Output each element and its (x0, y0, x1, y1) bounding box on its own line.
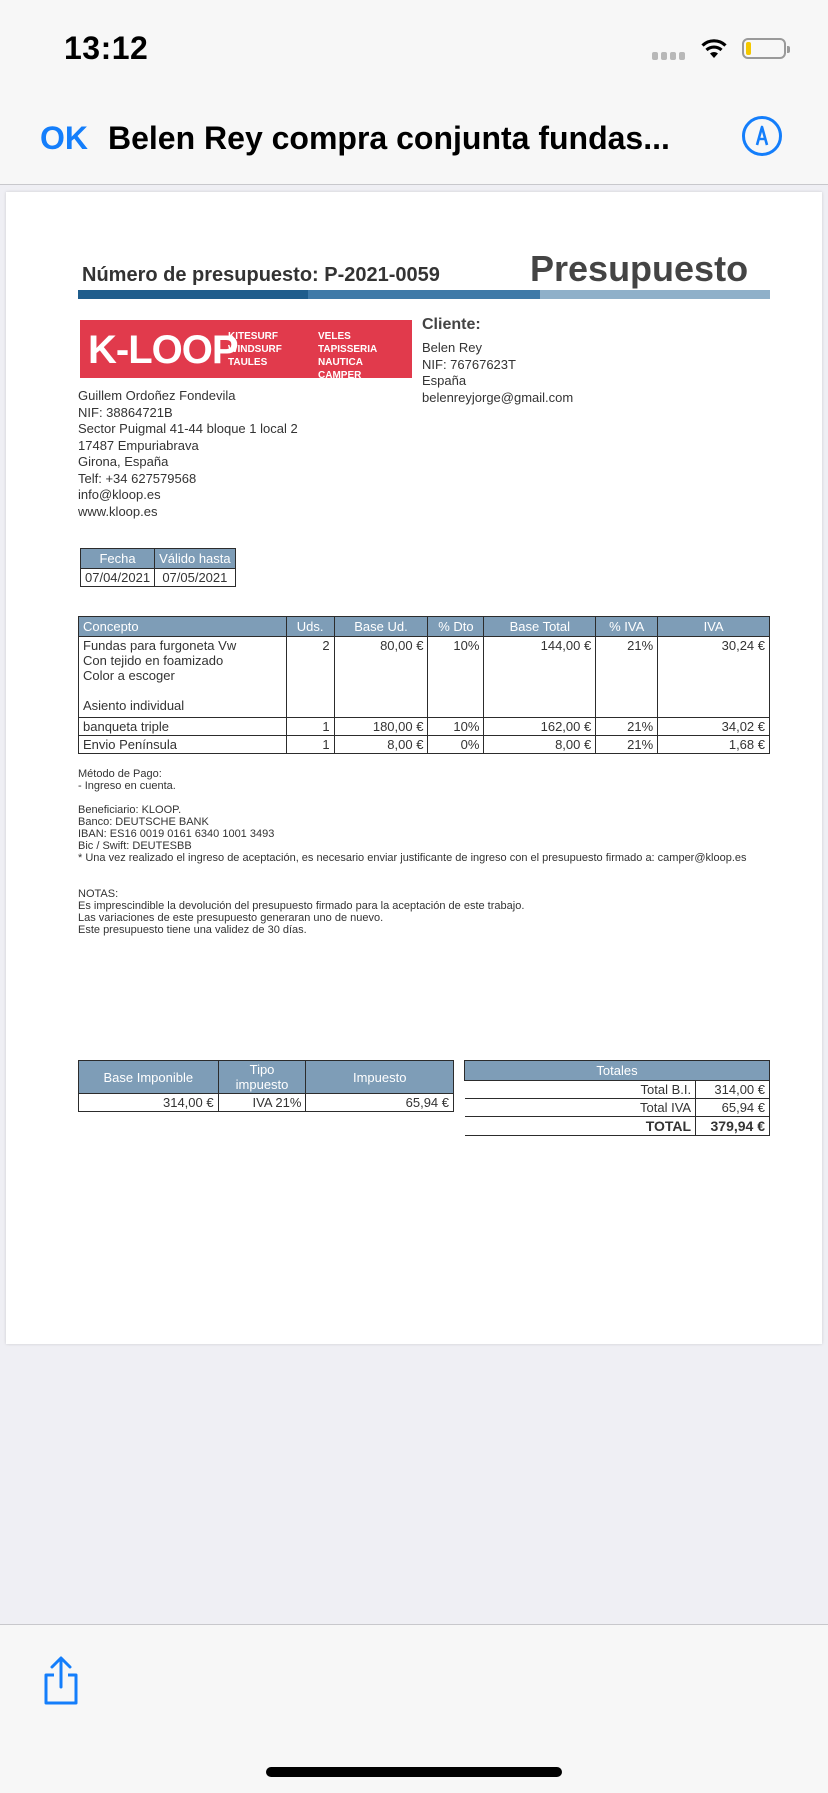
payment-notes: Método de Pago: - Ingreso en cuenta. Beneficiario: KLOOP. Banco: DEUTSCHE BANK IBAN: ES16 0019 0161 6340 1001 3493 Bic / Swift: DEUTESBB * Una vez realizado el ingreso de aceptación, es necesario enviar justificante de ingreso con el presupuesto firmado a: camper@kloop.es NOTAS: Es imprescindible la devolución del presupuesto firmado para la aceptación de este trabajo. Las variaciones de este presupuesto generaran uno de nuevo. Este presupuesto tiene una validez de 30 días. (78, 768, 747, 936)
total-label: Total IVA (465, 1099, 696, 1117)
item-base-total: 144,00 € (484, 637, 596, 718)
table-cell: 07/04/2021 (81, 569, 155, 587)
table-header: % IVA (596, 617, 658, 637)
table-header: Uds. (286, 617, 334, 637)
table-header: IVA (658, 617, 770, 637)
issuer-details: Guillem Ordoñez Fondevila NIF: 38864721B Sector Puigmal 41-44 bloque 1 local 2 17487 Empuriabrava Girona, España Telf: +34 627579568 info@kloop.es www.kloop.es (78, 388, 298, 519)
bottom-toolbar (0, 1624, 828, 1793)
table-cell: IVA 21% (218, 1094, 306, 1112)
document-page (6, 192, 822, 1344)
item-concept: Fundas para furgoneta Vw Con tejido en foamizado Color a escoger Asiento individual (79, 637, 287, 718)
status-time: 13:12 (64, 30, 149, 66)
header-band (78, 290, 308, 299)
total-value: 314,00 € (696, 1081, 770, 1099)
item-base-total: 8,00 € (484, 736, 596, 754)
table-header: Base Ud. (334, 617, 428, 637)
item-unit-price: 8,00 € (334, 736, 428, 754)
battery-icon (742, 38, 786, 59)
table-cell: 07/05/2021 (155, 569, 236, 587)
table-header: Concepto (79, 617, 287, 637)
table-row (79, 637, 770, 718)
table-cell: 65,94 € (306, 1094, 454, 1112)
item-unit-price: 80,00 € (334, 637, 428, 718)
client-heading: Cliente: (422, 316, 481, 333)
table-row (465, 1117, 770, 1136)
item-units: 2 (286, 637, 334, 718)
item-discount: 0% (428, 736, 484, 754)
table-header: % Dto (428, 617, 484, 637)
document-title: Belen Rey compra conjunta fundas... (108, 120, 670, 156)
table-row (79, 736, 770, 754)
item-base-total: 162,00 € (484, 718, 596, 736)
cellular-signal-icon (652, 52, 685, 60)
total-label: Total B.I. (465, 1081, 696, 1099)
share-icon[interactable] (40, 1655, 82, 1707)
home-indicator[interactable] (266, 1767, 562, 1777)
totals-table (464, 1060, 770, 1136)
table-header: Fecha (81, 549, 155, 569)
item-units: 1 (286, 718, 334, 736)
item-vat: 1,68 € (658, 736, 770, 754)
wifi-icon (700, 38, 728, 60)
ok-button[interactable]: OK (40, 120, 88, 156)
logo-column-1: KITESURF WINDSURF TAULES (228, 331, 282, 368)
item-vat: 34,02 € (658, 718, 770, 736)
table-row (465, 1081, 770, 1099)
grand-total-value: 379,94 € (696, 1117, 770, 1136)
budget-number: Número de presupuesto: P-2021-0059 (82, 264, 440, 286)
table-row (465, 1099, 770, 1117)
table-header: Base Total (484, 617, 596, 637)
item-discount: 10% (428, 718, 484, 736)
logo-brand: K-LOOP (88, 328, 238, 372)
document-heading: Presupuesto (530, 248, 749, 289)
dates-table (80, 548, 236, 587)
tax-table (78, 1060, 454, 1112)
grand-total-label: TOTAL (465, 1117, 696, 1136)
table-header: Impuesto (306, 1061, 454, 1094)
item-concept: banqueta triple (79, 718, 287, 736)
item-vat: 30,24 € (658, 637, 770, 718)
status-bar (0, 0, 828, 96)
navigation-bar (0, 96, 828, 185)
logo-column-2: VELES TAPISSERIA NAUTICA CAMPER (318, 331, 377, 381)
item-vat-pct: 21% (596, 718, 658, 736)
table-row (79, 718, 770, 736)
header-band (308, 290, 540, 299)
header-band (540, 290, 770, 299)
item-units: 1 (286, 736, 334, 754)
table-header: Tipo impuesto (218, 1061, 306, 1094)
item-concept: Envio Península (79, 736, 287, 754)
table-row (79, 1094, 454, 1112)
items-table (78, 616, 770, 754)
markup-icon[interactable] (742, 116, 782, 156)
company-logo (80, 320, 412, 381)
total-value: 65,94 € (696, 1099, 770, 1117)
item-discount: 10% (428, 637, 484, 718)
item-vat-pct: 21% (596, 736, 658, 754)
table-cell: 314,00 € (79, 1094, 219, 1112)
table-header: Base Imponible (79, 1061, 219, 1094)
table-header: Totales (465, 1061, 770, 1081)
item-vat-pct: 21% (596, 637, 658, 718)
item-unit-price: 180,00 € (334, 718, 428, 736)
client-details: Belen Rey NIF: 76767623T España belenreyjorge@gmail.com (422, 340, 574, 405)
table-header: Válido hasta (155, 549, 236, 569)
